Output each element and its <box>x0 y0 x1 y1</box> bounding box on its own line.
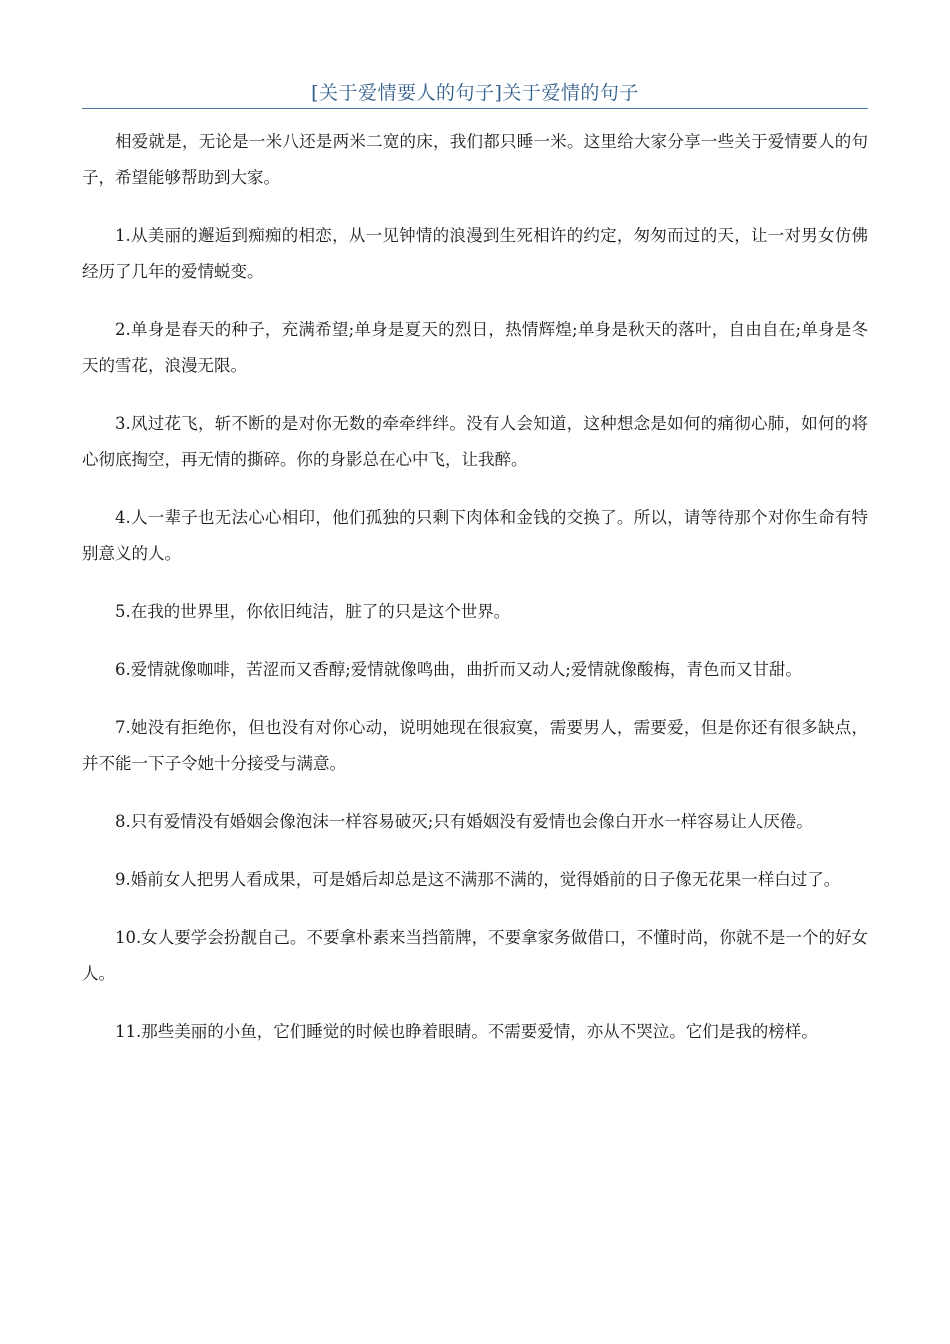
document-title: [关于爱情要人的句子]关于爱情的句子 <box>311 82 639 104</box>
intro-paragraph: 相爱就是，无论是一米八还是两米二宽的床，我们都只睡一米。这里给大家分享一些关于爱情要人的句子，希望能够帮助到大家。 <box>82 132 868 187</box>
quote-paragraph-6: 6.爱情就像咖啡，苦涩而又香醇;爱情就像鸣曲，曲折而又动人;爱情就像酸梅，青色而又甘甜。 <box>115 660 802 679</box>
quote-paragraph-9: 9.婚前女人把男人看成果，可是婚后却总是这不满那不满的，觉得婚前的日子像无花果一样白过了。 <box>115 870 841 889</box>
document-body <box>82 124 868 1072</box>
quote-paragraph-1: 1.从美丽的邂逅到痴痴的相恋，从一见钟情的浪漫到生死相许的约定，匆匆而过的天，让一对男女仿佛经历了几年的爱情蜕变。 <box>82 226 868 281</box>
quote-paragraph-10: 10.女人要学会扮靓自己。不要拿朴素来当挡箭牌，不要拿家务做借口，不懂时尚，你就不是一个的好女人。 <box>82 928 868 983</box>
quote-paragraph-5: 5.在我的世界里，你依旧纯洁，脏了的只是这个世界。 <box>115 602 511 621</box>
quote-paragraph-2: 2.单身是春天的种子，充满希望;单身是夏天的烈日，热情辉煌;单身是秋天的落叶，自由自在;单身是冬天的雪花，浪漫无限。 <box>82 320 868 375</box>
title-underline <box>82 108 868 109</box>
quote-paragraph-4: 4.人一辈子也无法心心相印，他们孤独的只剩下肉体和金钱的交换了。所以，请等待那个对你生命有特别意义的人。 <box>82 508 868 563</box>
quote-paragraph-3: 3.风过花飞，斩不断的是对你无数的牵牵绊绊。没有人会知道，这种想念是如何的痛彻心肺，如何的将心彻底掏空，再无情的撕碎。你的身影总在心中飞，让我醉。 <box>82 414 868 469</box>
quote-paragraph-8: 8.只有爱情没有婚姻会像泡沫一样容易破灭;只有婚姻没有爱情也会像白开水一样容易让人厌倦。 <box>115 812 813 831</box>
quote-paragraph-7: 7.她没有拒绝你，但也没有对你心动，说明她现在很寂寞，需要男人，需要爱，但是你还有很多缺点，并不能一下子令她十分接受与满意。 <box>82 718 868 773</box>
quote-paragraph-11: 11.那些美丽的小鱼，它们睡觉的时候也睁着眼睛。不需要爱情，亦从不哭泣。它们是我的榜样。 <box>115 1022 818 1041</box>
